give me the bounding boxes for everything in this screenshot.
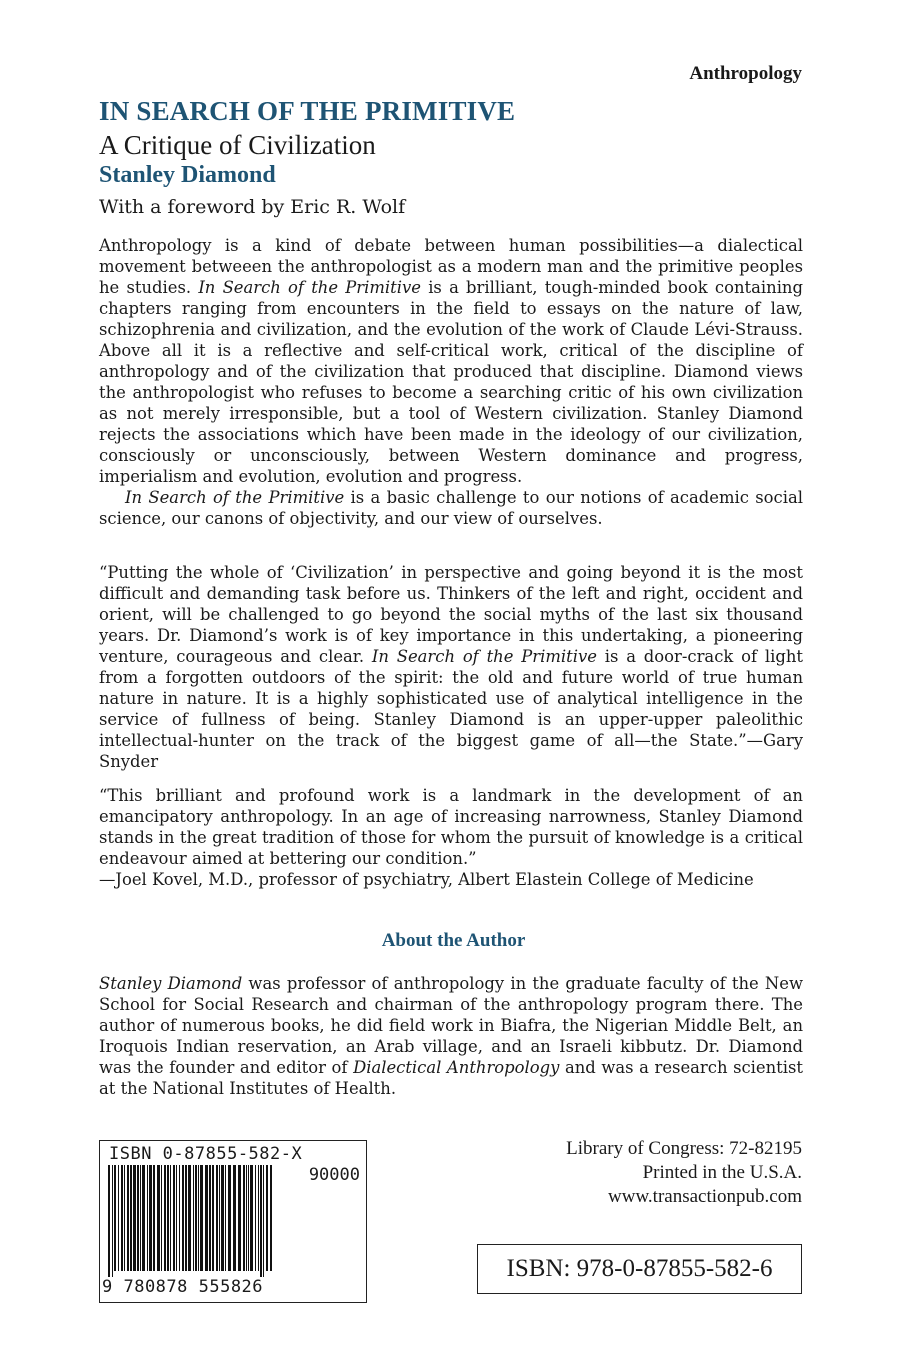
author-bio bbox=[99, 973, 803, 1099]
publisher-info bbox=[566, 1137, 802, 1209]
foreword-line: With a foreword by Eric R. Wolf bbox=[99, 196, 406, 218]
blurb-attribution: —Joel Kovel, M.D., professor of psychiatry, Albert Elastein College of Medicine bbox=[99, 870, 754, 889]
bio-journal-title: Dialectical Anthropology bbox=[353, 1058, 560, 1077]
barcode-isbn10: ISBN 0-87855-582-X bbox=[109, 1144, 303, 1164]
description-paragraph-2 bbox=[99, 487, 803, 529]
library-of-congress: Library of Congress: 72-82195 bbox=[566, 1138, 802, 1159]
book-author: Stanley Diamond bbox=[99, 162, 276, 188]
blurb-text: “Putting the whole of ‘Civilization’ in perspective and going beyond it is the most difficult and demanding task before us. Thinkers of the left and right, occident and orient, will be challenged to go beyond the social myths of the last six thousand years. Dr. Diamond’s work is of key importance in this undertaking, a pioneering venture, courageous and clear. bbox=[99, 563, 803, 666]
bio-text: was professor of anthropology in the graduate faculty of the New School for Social Research and chairman of the anthropology program there. The author of numerous books, he did field work in Biafra, the Nigerian Middle Belt, an Iroquois Indian reservation, an Arab village, and an Israeli kibbutz. Dr. Diamond was the founder and editor of bbox=[99, 974, 804, 1077]
about-heading: About the Author bbox=[381, 930, 526, 951]
blurb-kovel bbox=[99, 785, 803, 890]
description-text: is a brilliant, tough-minded book containing chapters ranging from encounters in the field to essays on the nature of law, schizophrenia and civilization, and the evolution of the work of Claude Lévi-Strauss. Above all it is a reflective and self-critical work, critical of the discipline of anthropology and of the civilization that produced that discipline. Diamond views the anthropologist who refuses to become a searching critic of his own civilization as not merely irresponsible, but a tool of Western civilization. Stanley Diamond rejects the associations which have been made in the ideology of our civilization, consciously or unconsciously, between Western dominance and progress, imperialism and evolution, evolution and progress. bbox=[99, 278, 803, 486]
description-book-title: In Search of the Primitive bbox=[125, 488, 345, 507]
book-title: IN SEARCH OF THE PRIMITIVE bbox=[99, 96, 516, 126]
category-label: Anthropology bbox=[689, 63, 802, 84]
book-subtitle: A Critique of Civilization bbox=[99, 130, 376, 160]
description-text: Anthropology is a kind of debate between human possibilities—a dialectical movement betweeen the anthropologist as a modern man and the primitive peoples he studies. bbox=[99, 236, 803, 297]
description-book-title: In Search of the Primitive bbox=[198, 278, 421, 297]
description bbox=[99, 235, 803, 529]
barcode-price-code: 90000 bbox=[308, 1165, 360, 1185]
description-text: is a basic challenge to our notions of academic social science, our canons of objectivity, and our view of ourselves. bbox=[99, 488, 803, 528]
printed-in: Printed in the U.S.A. bbox=[642, 1162, 802, 1183]
bio-author-name: Stanley Diamond bbox=[99, 974, 243, 993]
barcode-digits: 9 780878 555826 bbox=[102, 1277, 264, 1297]
blurb-paragraph bbox=[99, 562, 803, 772]
bio-text: and was a research scientist at the National Institutes of Health. bbox=[99, 1058, 803, 1098]
bio-paragraph bbox=[99, 973, 803, 1099]
publisher-website: www.transactionpub.com bbox=[608, 1186, 802, 1207]
isbn13-box: ISBN: 978-0-87855-582-6 bbox=[477, 1244, 802, 1294]
barcode-icon bbox=[106, 1165, 276, 1277]
barcode-block bbox=[99, 1140, 367, 1303]
blurb-text: “This brilliant and profound work is a landmark in the development of an emancipatory anthropology. In an age of increasing narrowness, Stanley Diamond stands in the great tradition of those for whom the pursuit of knowledge is a critical endeavour aimed at bettering our condition.” bbox=[99, 786, 803, 868]
blurb-paragraph bbox=[99, 785, 803, 869]
blurb-snyder bbox=[99, 562, 803, 772]
blurb-text: is a door-crack of light from a forgotten outdoors of the spirit: the old and future world of true human nature in nature. It is a highly sophisticated use of analytical intelligence in the service of fullness of being. Stanley Diamond is an upper-upper paleolithic intellectual-hunter on the track of the biggest game of all—the State.”—Gary Snyder bbox=[99, 647, 803, 771]
description-paragraph-1 bbox=[99, 235, 803, 487]
blurb-book-title: In Search of the Primitive bbox=[371, 647, 597, 666]
